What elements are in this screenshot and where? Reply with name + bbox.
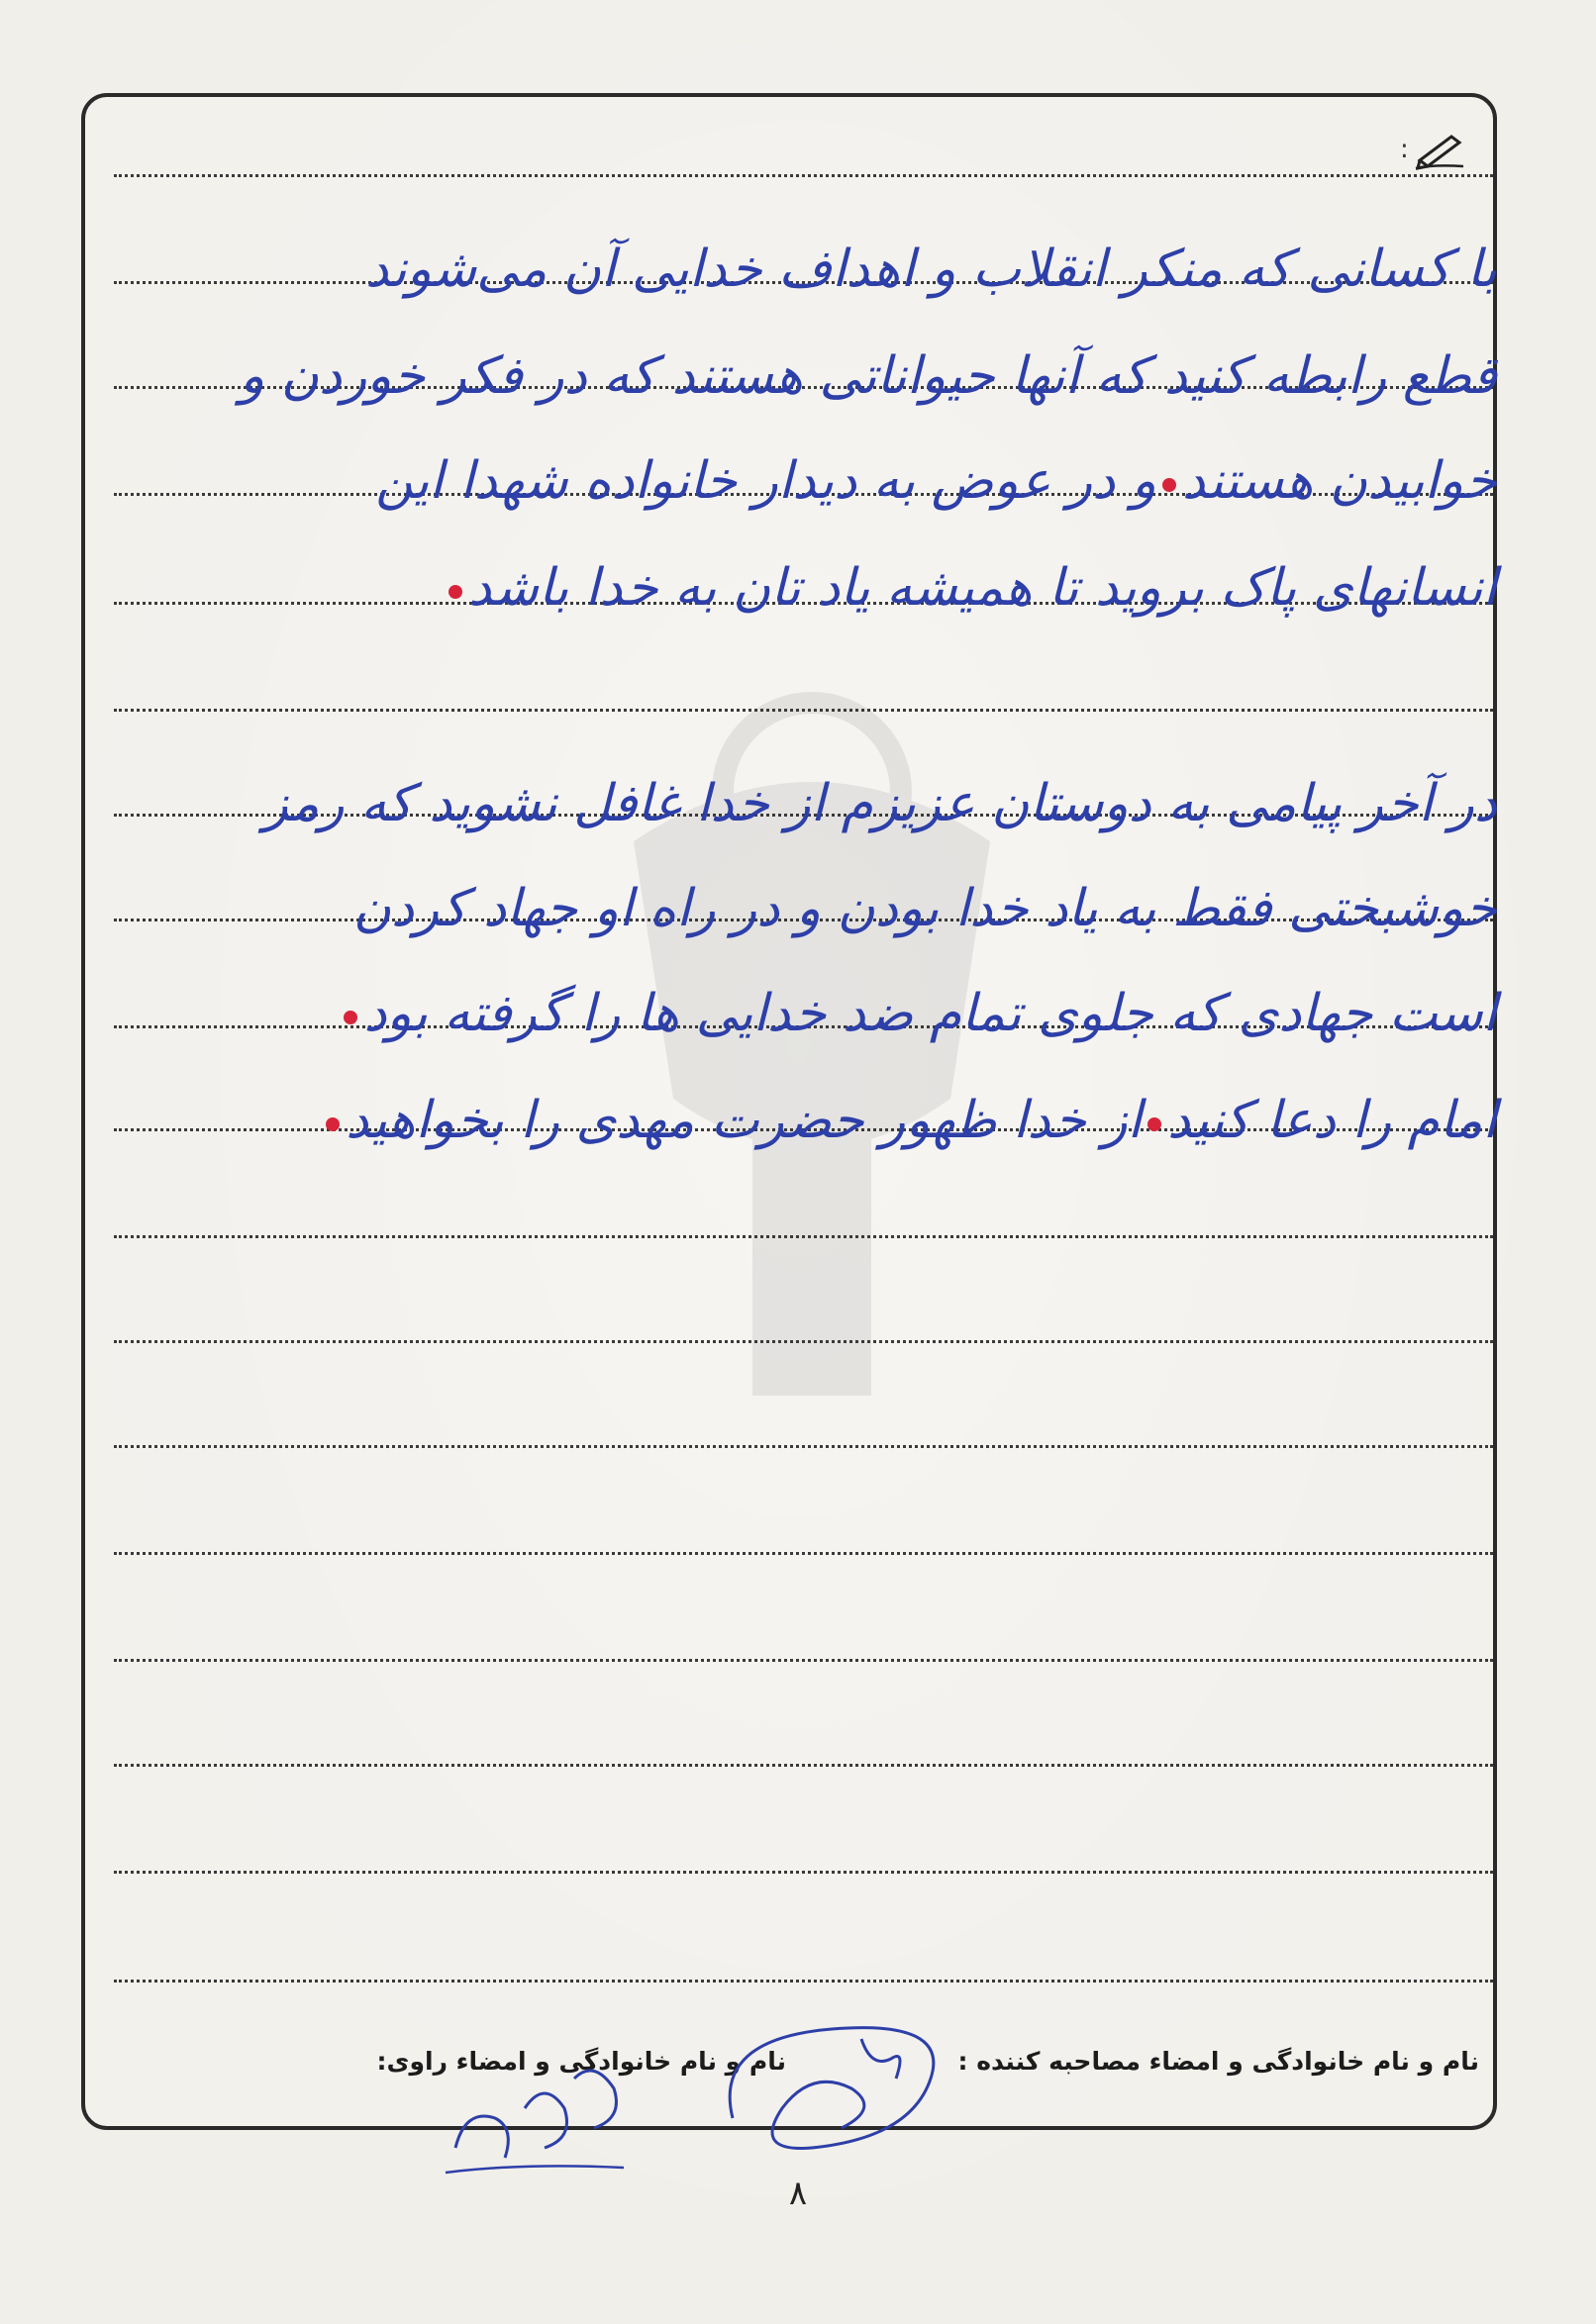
ruled-line: [114, 1871, 1493, 1874]
red-dot-mark: [1147, 1117, 1161, 1131]
handwritten-line: [111, 972, 1497, 1055]
ruled-line: [114, 1552, 1493, 1555]
note-colon: :: [1400, 135, 1409, 164]
handwritten-text: است جهادی که جلوی تمام ضد خدایی ها را گرفته بود: [363, 984, 1497, 1043]
handwritten-line: [111, 546, 1497, 629]
ruled-line: [114, 1445, 1493, 1448]
red-dot-mark: [344, 1011, 357, 1024]
ruled-line: [114, 1980, 1493, 1983]
handwritten-line: [111, 1079, 1497, 1162]
red-dot-mark: [326, 1117, 340, 1131]
red-dot-mark: [1162, 478, 1176, 492]
ruled-line: [114, 709, 1493, 712]
handwritten-text: امام را دعا کنید: [1167, 1091, 1497, 1150]
ruled-line: [114, 1340, 1493, 1343]
handwritten-text: انسانهای پاک بروید تا همیشه یاد تان به خدا باشد: [468, 558, 1497, 618]
handwritten-text: قطع رابطه کنید که آنها حیواناتی هستند که در فکر خوردن و: [240, 346, 1497, 406]
ruled-line: [114, 1235, 1493, 1238]
narrator-signature: [426, 2019, 663, 2187]
ruled-line: [114, 1659, 1493, 1662]
red-dot-mark: [449, 585, 462, 599]
ruled-line: [114, 1764, 1493, 1767]
narrator-signature-label: نام و نام خانوادگی و امضاء راوی:: [376, 2047, 786, 2076]
handwritten-text: از خدا ظهور حضرت مهدی را بخواهید: [346, 1091, 1143, 1150]
handwritten-line: [111, 228, 1497, 311]
handwritten-line: [111, 335, 1497, 418]
handwritten-line: [111, 762, 1497, 845]
handwritten-text: و در عوض به دیدار خانواده شهدا این: [375, 451, 1156, 511]
handwritten-text: با کسانی که منکر انقلاب و اهداف خدایی آن می‌شوند: [364, 240, 1497, 299]
ruled-line: [114, 174, 1493, 177]
handwritten-text: در آخر پیامی به دوستان عزیزم از خدا غافل نشوید که رمز: [262, 774, 1497, 833]
page-number: ۸: [788, 2174, 808, 2213]
handwritten-line: [111, 867, 1497, 950]
handwritten-text: خوشبختی فقط به یاد خدا بودن و در راه او جهاد کردن: [352, 879, 1497, 938]
handwritten-text: خوابیدن هستند: [1181, 451, 1497, 511]
interviewer-signature-label: نام و نام خانوادگی و امضاء مصاحبه کننده :: [957, 2047, 1479, 2076]
interviewer-signature: [693, 1999, 990, 2168]
handwritten-line: [111, 439, 1497, 523]
